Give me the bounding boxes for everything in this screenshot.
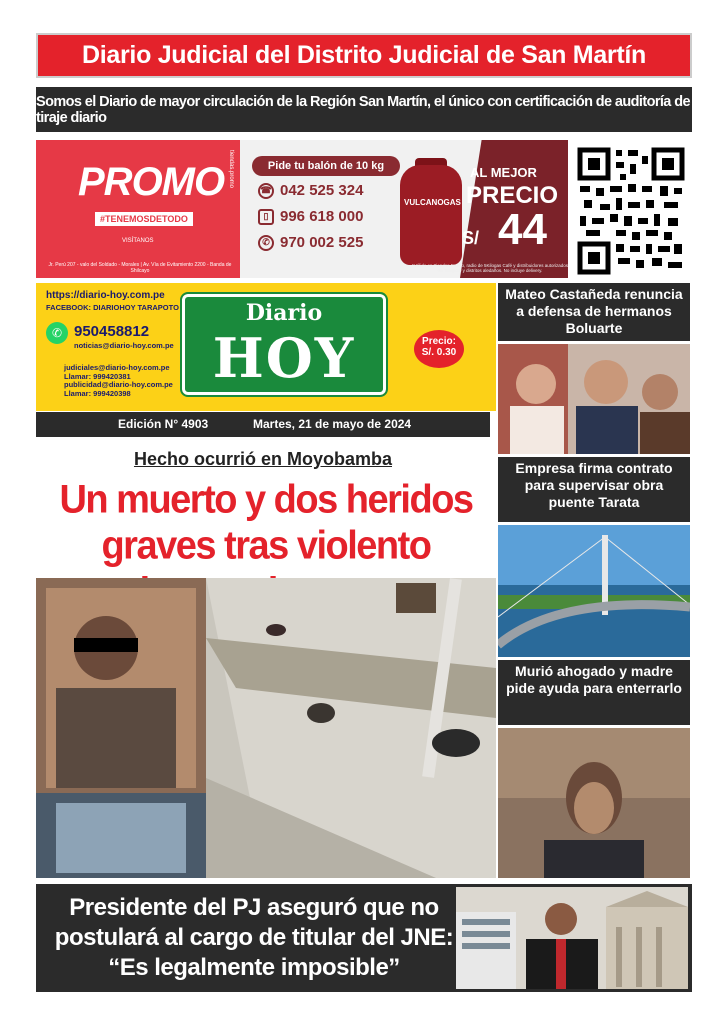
- edition-date: Martes, 21 de mayo de 2024: [253, 417, 412, 431]
- sidebar-story-headline[interactable]: Mateo Castañeda renuncia a defensa de hermanos Boluarte: [498, 283, 690, 341]
- sidebar-story-photo[interactable]: [498, 728, 690, 878]
- gas-phone-number: 970 002 525: [280, 234, 364, 251]
- gas-price-intro: AL MEJOR: [470, 165, 537, 180]
- gas-tank-image: [400, 165, 462, 265]
- logo-main-word: HOY: [212, 326, 356, 390]
- price-badge-label: Precio:: [422, 336, 456, 347]
- gas-phone-row: [258, 234, 363, 251]
- gas-phone-row: [258, 208, 363, 225]
- sidebar-story-photo[interactable]: [498, 344, 690, 454]
- bottom-story-photo[interactable]: [456, 887, 688, 989]
- contact-line[interactable]: judiciales@diario-hoy.com.pe: [64, 363, 170, 372]
- phone-icon: ☎: [258, 183, 274, 199]
- sidebar-story-photo[interactable]: [498, 525, 690, 657]
- gas-ad-pill: Pide tu balón de 10 kg: [252, 156, 400, 176]
- gas-phone-row: [258, 182, 363, 199]
- bottom-story-headline[interactable]: Presidente del PJ aseguró que no postulará al cargo de titular del JNE: “Es legalmente imposible”: [54, 894, 454, 981]
- promo-social-handle: tiendas.promo: [228, 150, 234, 189]
- contact-list: [64, 364, 173, 398]
- gas-phone-number: 042 525 324: [280, 182, 364, 199]
- contact-line: Llamar: 999420398: [64, 388, 131, 398]
- masthead-web-info: [46, 290, 179, 312]
- sidebar-story-headline[interactable]: Murió ahogado y madre pide ayuda para enterrarlo: [498, 660, 690, 725]
- price-badge: [414, 330, 464, 368]
- promo-visit-label: VISÍTANOS: [122, 238, 154, 244]
- main-story-headline[interactable]: Un muerto y dos heridos graves tras violento: [59, 477, 473, 569]
- gas-brand: VULCANOGAS: [404, 198, 461, 207]
- mobile-icon: ▯: [258, 209, 274, 225]
- price-badge-value: S/. 0.30: [421, 347, 457, 358]
- main-story-photo[interactable]: [36, 578, 496, 878]
- main-story-kicker[interactable]: Hecho ocurrió en Moyobamba: [133, 449, 393, 469]
- website-link[interactable]: https://diario-hoy.com.pe: [46, 290, 165, 301]
- promo-address: Jr. Perú 207 - valo del Soldado - Morales | Av. Vía de Evitamiento 2200 - Banda de Shilcayo: [48, 262, 232, 274]
- gas-price-word: PRECIO: [466, 182, 559, 209]
- edition-number: Edición N° 4903: [118, 417, 209, 431]
- newspaper-title-banner: Diario Judicial del Distrito Judicial de San Martín: [36, 33, 692, 78]
- whatsapp-icon: ✆: [46, 322, 68, 344]
- promo-logo-text: PROMO: [78, 160, 225, 204]
- qr-code-icon[interactable]: [576, 146, 686, 276]
- gas-price-value: 44: [498, 205, 547, 254]
- gas-price-currency: S/: [462, 228, 480, 248]
- sidebar-story-headline[interactable]: Empresa firma contrato para supervisar obra puente Tarata: [498, 457, 690, 522]
- whatsapp-icon: ✆: [258, 235, 274, 251]
- newspaper-tagline-banner: Somos el Diario de mayor circulación de la Región San Martín, el único con certificación de auditoría de tiraje diario: [36, 87, 692, 132]
- contact-line: Llamar: 999420381: [64, 371, 131, 381]
- promo-hashtag: #TENEMOSDETODO: [95, 212, 193, 226]
- facebook-handle[interactable]: FACEBOOK: DIARIOHOY TARAPOTO: [46, 303, 179, 312]
- gas-phone-number: 996 618 000: [280, 208, 364, 225]
- gas-price-note: *Válido en Tiendas Promo, radio de 5Kilogas Café y distribuidores autorizados en Tarapoto y distritos aledaños. No incluye delivery.: [411, 263, 569, 273]
- contact-line[interactable]: publicidad@diario-hoy.com.pe: [64, 380, 173, 389]
- news-email[interactable]: noticias@diario-hoy.com.pe: [74, 341, 174, 350]
- whatsapp-number[interactable]: 950458812: [74, 323, 150, 340]
- logo-top-word: Diario: [245, 300, 323, 326]
